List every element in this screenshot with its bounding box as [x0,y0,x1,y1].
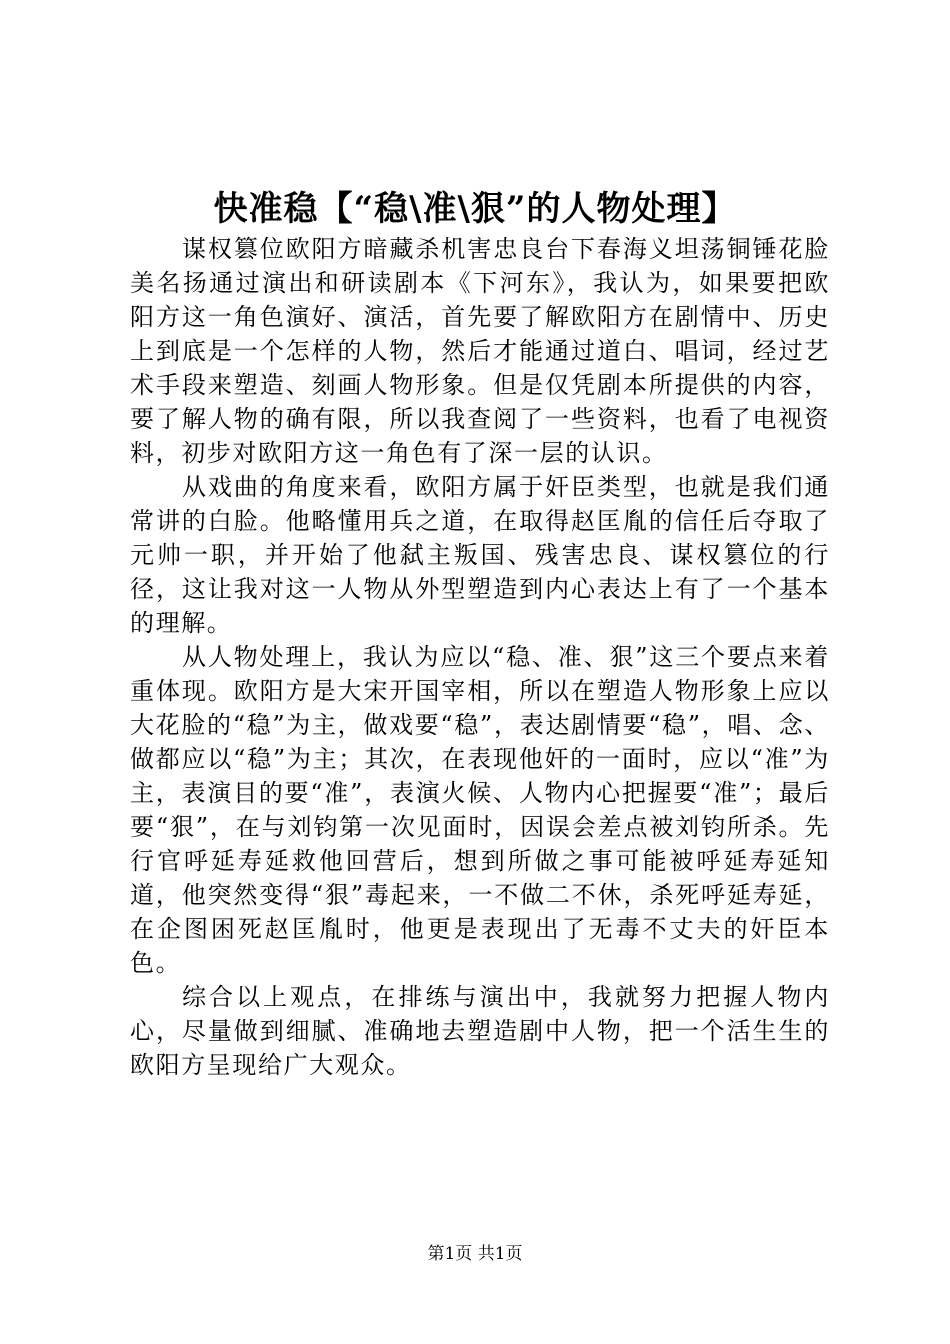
document-body [130,232,830,1082]
paragraph-4: 综合以上观点，在排练与演出中，我就努力把握人物内心，尽量做到细腻、准确地去塑造剧中人物，把一个活生生的欧阳方呈现给广大观众。 [130,983,830,1079]
document-title: 快准稳【“稳\准\狠”的人物处理】 [213,189,737,229]
paragraph-2: 从戏曲的角度来看，欧阳方属于奸臣类型，也就是我们通常讲的白脸。他略懂用兵之道，在取得赵匡胤的信任后夺取了元帅一职，并开始了他弑主叛国、残害忠良、谋权篡位的行径，这让我对这一人物从外型塑造到内心表达上有了一个基本的理解。 [130,473,830,637]
paragraph-3: 从人物处理上，我认为应以“稳、准、狠”这三个要点来着重体现。欧阳方是大宋开国宰相，所以在塑造人物形象上应以大花脸的“稳”为主，做戏要“稳”，表达剧情要“稳”，唱、念、做都应以“稳”为主；其次，在表现他奸的一面时，应以“准”为主，表演目的要“准”，表演火候、人物内心把握要“准”；最后要“狠”，在与刘钧第一次见面时，因误会差点被刘钧所杀。先行官呼延寿延救他回营后，想到所做之事可能被呼延寿延知道，他突然变得“狠”毒起来，一不做二不休，杀死呼延寿延，在企图困死赵匡胤时，他更是表现出了无毒不丈夫的奸臣本色。 [130,643,830,977]
page-footer: 第1页 共1页 [427,1244,523,1264]
paragraph-1: 谋权篡位欧阳方暗藏杀机害忠良台下春海义坦荡铜锤花脸美名扬通过演出和研读剧本《下河东》，我认为，如果要把欧阳方这一角色演好、演活，首先要了解欧阳方在剧情中、历史上到底是一个怎样的人物，然后才能通过道白、唱词，经过艺术手段来塑造、刻画人物形象。但是仅凭剧本所提供的内容，要了解人物的确有限，所以我查阅了一些资料，也看了电视资料，初步对欧阳方这一角色有了深一层的认识。 [130,235,830,467]
